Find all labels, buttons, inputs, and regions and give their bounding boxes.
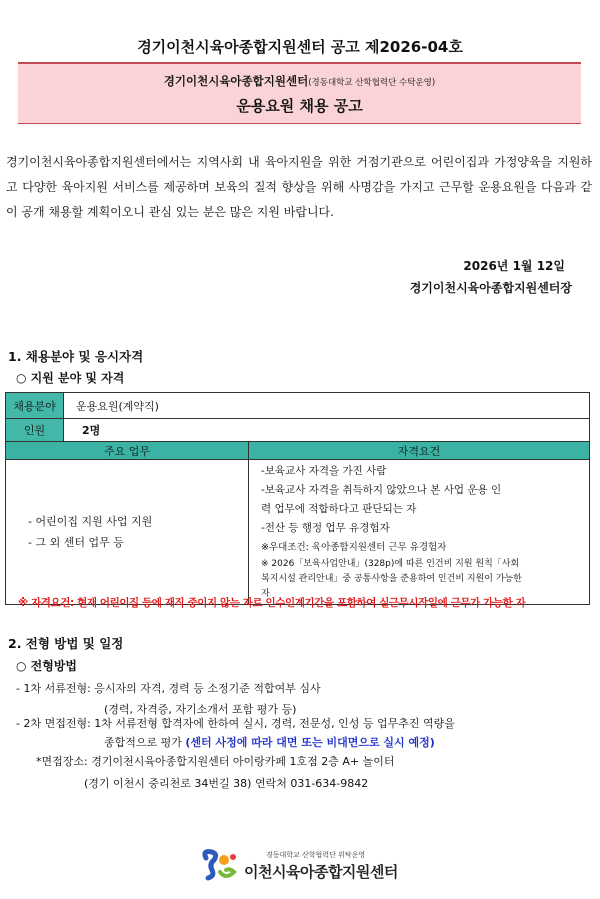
qual-item: 력 업무에 적합하다고 판단되는 자 [261,503,417,515]
interview-place: *면접장소: 경기이천시육아종합지원센터 아이랑카페 1호점 2층 A+ 놀이터 [36,755,395,768]
step2-detail [104,734,435,750]
banner-heading: 운용요원 채용 공고 [236,97,363,115]
section2-subheading: ○ 전형방법 [16,659,78,673]
qualification-note: ※ 자격요건: 현재 어린이집 등에 재직 중이지 않는 자로 인수인계기간을 포함하여 실근무시작일에 근무가 가능한 자 [18,597,526,609]
announce-date: 2026년 1월 12일 [463,259,565,273]
step2-line: - 2차 면접전형: 1차 서류전형 합격자에 한하여 실시, 경력, 전문성, 인성 등 업무추진 역량을 [16,717,455,730]
step1-detail: (경력, 자격증, 자기소개서 포함 평가 등) [104,703,297,716]
section1-heading: 1. 채용분야 및 응시자격 [8,349,144,364]
qual-item: -보육교사 자격을 가진 사람 [261,465,387,477]
count-value: 2명 [64,419,590,442]
qual-item: -보육교사 자격을 취득하지 않았으나 본 사업 운용 인 [261,484,502,496]
field-label: 채용분야 [6,393,64,419]
qualification-table [5,392,590,605]
section2-heading: 2. 전형 방법 및 일정 [8,636,124,651]
pref-item: ※우대조건: 육아종합지원센터 근무 유경험자 [261,542,447,553]
logo-caption: 경동대학교 산학협력단 위탁운영 [266,851,366,859]
qual-item: -전산 등 행정 업무 유경험자 [261,522,390,534]
banner-org-note: (경동대학교 산학협력단 수탁운영) [308,78,436,88]
duties-header: 주요 업무 [6,442,249,460]
count-label: 인원 [6,419,64,442]
document-title: 경기이천시육아종합지원센터 공고 제2026-04호 [137,38,463,56]
center-logo [200,842,440,887]
step2-detail-text: 종합적으로 평가 [104,736,182,749]
qual-header: 자격요건 [249,442,590,460]
duty-item: - 어린이집 지원 사업 지원 [28,515,153,528]
qual-cell [249,460,590,605]
ref-line: 자 [261,589,270,599]
ref-line: ※ 2026「보육사업안내」(328p)에 따른 인건비 지원 원칙「사회 [261,559,520,569]
banner-org-name: 경기이천시육아종합지원센터 [163,74,309,88]
duty-item: - 그 외 센터 업무 등 [28,536,124,549]
step2-highlight: (센터 사정에 따라 대면 또는 비대면으로 실시 예정) [185,736,435,749]
field-value: 운용요원(계약직) [64,393,590,419]
logo-name: 이천시육아종합지원센터 [244,863,398,881]
signature: 경기이천시육아종합지원센터장 [409,281,572,295]
title-banner [18,62,581,124]
interview-address: (경기 이천시 중리천로 34번길 38) 연락처 031-634-9842 [84,777,369,790]
banner-org [18,73,581,89]
logo-mark-icon [200,846,240,886]
step1-line: - 1차 서류전형: 응시자의 자격, 경력 등 소정기준 적합여부 심사 [16,682,321,695]
section1-subheading: ○ 지원 분야 및 자격 [16,371,125,385]
ref-line: 복지시설 관리안내」중 공통사항을 준용하여 인건비 지원이 가능한 [261,574,522,584]
intro-paragraph: 경기이천시육아종합지원센터에서는 지역사회 내 육아지원을 위한 거점기관으로 어린이집과 가정양육을 지원하고 다양한 육아지원 서비스를 제공하며 보육의 질적 향상을 위해 사명감을 가지고 근무할 운용요원을 다음과 같이 공개 채용할 계획이오니 관심 있는 분은 많은 지원 바랍니다. [6,155,592,219]
duties-cell [6,460,249,605]
